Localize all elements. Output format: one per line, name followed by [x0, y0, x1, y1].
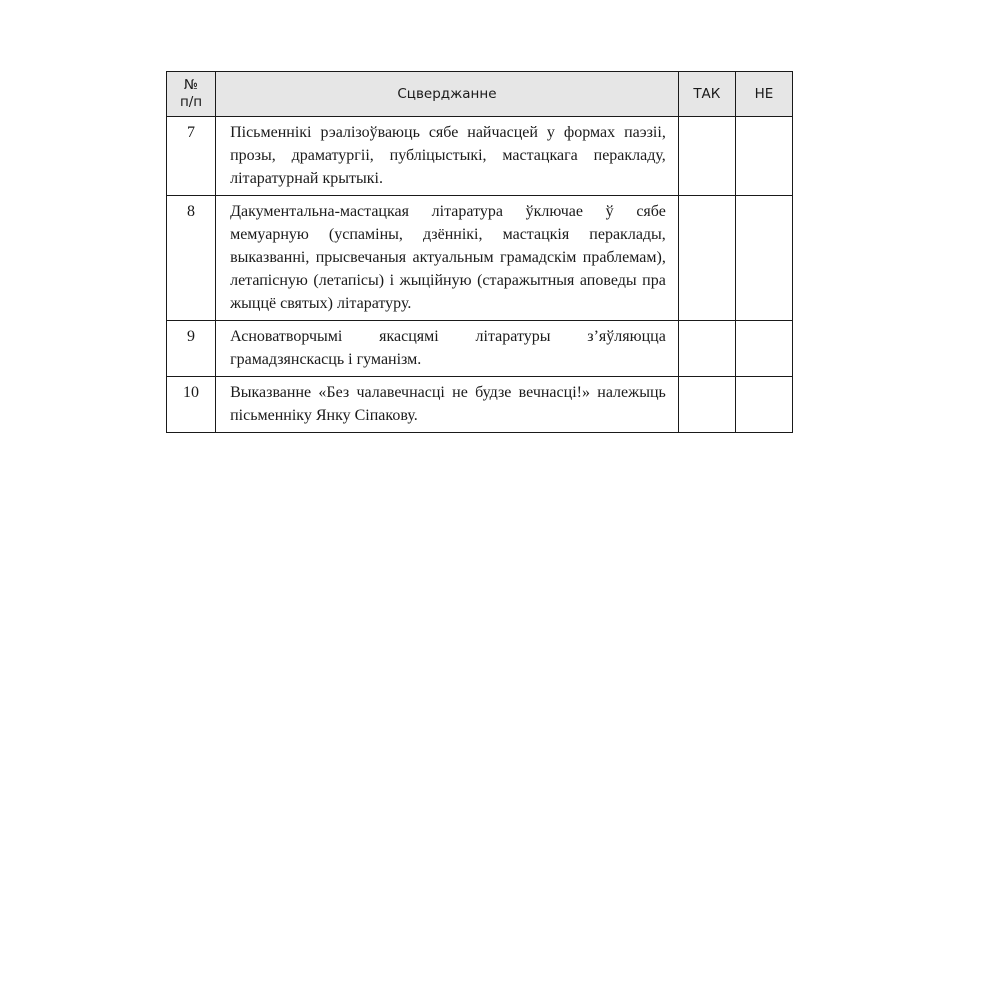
header-number-symbol: №	[184, 77, 199, 93]
table-row	[167, 196, 793, 321]
row-statement: Асноватворчымі якасцямі літаратуры з’яўляюцца грамадзянскасць і гуманізм.	[216, 321, 679, 377]
answer-yes-cell[interactable]	[678, 377, 735, 433]
row-number: 7	[167, 117, 216, 196]
answer-no-cell[interactable]	[735, 196, 792, 321]
table-row	[167, 117, 793, 196]
answer-yes-cell[interactable]	[678, 117, 735, 196]
table-row	[167, 321, 793, 377]
row-number: 9	[167, 321, 216, 377]
header-no: НЕ	[735, 72, 792, 117]
header-yes: ТАК	[678, 72, 735, 117]
answer-no-cell[interactable]	[735, 321, 792, 377]
row-number: 10	[167, 377, 216, 433]
row-statement: Дакументальна-мастацкая літаратура ўключае ў сябе мемуарную (успаміны, дзённікі, мастацкія пераклады, выказванні, прысвечаныя актуальным грамадскім праблемам), летапісную (летапісы) і жыційную (старажытныя аповеды пра жыццё святых) літаратуру.	[216, 196, 679, 321]
row-statement: Выказванне «Без чалавечнасці не будзе вечнасці!» належыць пісьменніку Янку Сіпакову.	[216, 377, 679, 433]
header-number	[167, 72, 216, 117]
table-header-row	[167, 72, 793, 117]
header-statement: Сцверджанне	[216, 72, 679, 117]
answer-yes-cell[interactable]	[678, 196, 735, 321]
header-number-abbr: п/п	[179, 94, 203, 110]
row-statement: Пісьменнікі рэалізоўваюць сябе найчасцей у формах паэзіі, прозы, драматургіі, публіцыстыкі, мастацкага перакладу, літаратурнай крытыкі.	[216, 117, 679, 196]
answer-yes-cell[interactable]	[678, 321, 735, 377]
answer-no-cell[interactable]	[735, 117, 792, 196]
statements-table	[166, 71, 793, 433]
table-row	[167, 377, 793, 433]
answer-no-cell[interactable]	[735, 377, 792, 433]
row-number: 8	[167, 196, 216, 321]
